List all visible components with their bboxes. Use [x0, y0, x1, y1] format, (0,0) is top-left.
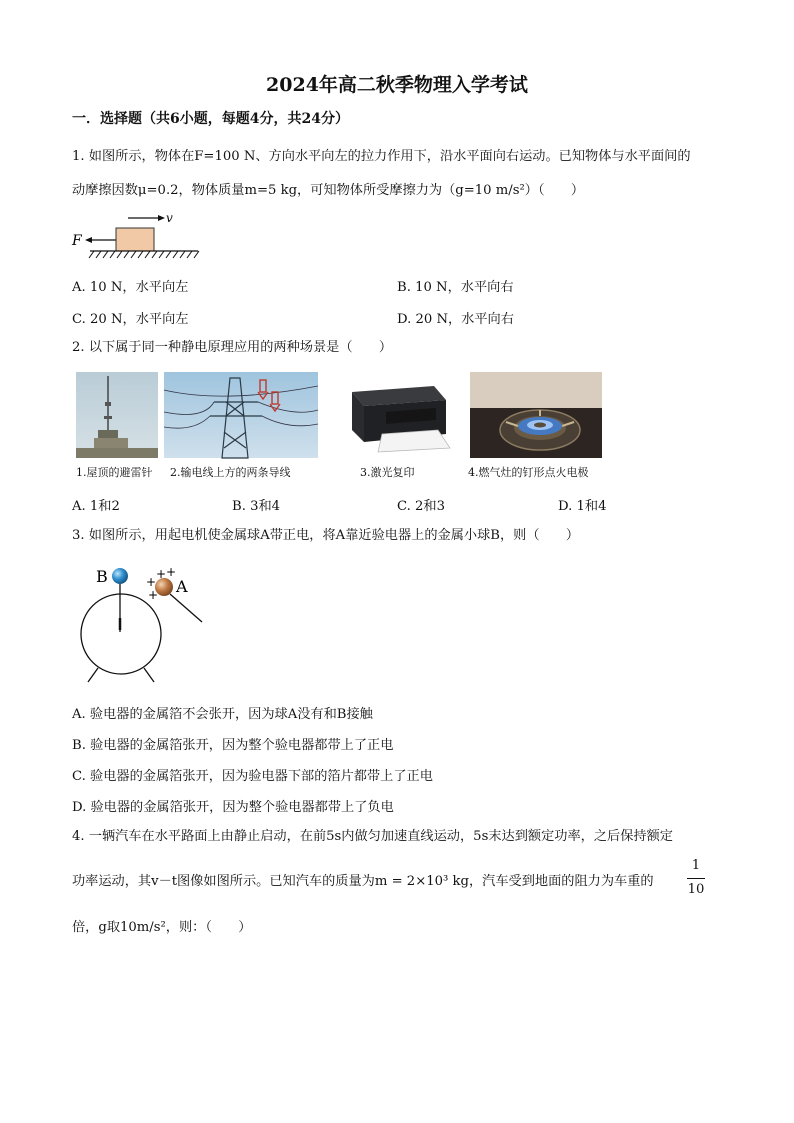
- q1-line1: 1. 如图所示，物体在F=100 N、方向水平向左的拉力作用下，沿水平面向右运动。已知物体与水平面间的: [72, 149, 691, 164]
- page-title: 2024年高二秋季物理入学考试: [266, 74, 528, 96]
- label-a: A: [176, 577, 188, 596]
- q1-option-d: D. 20 N，水平向右: [397, 312, 514, 327]
- ball-a-handle: [170, 594, 202, 622]
- q4-line3: 倍，g取10m/s²，则：（ ）: [72, 920, 252, 935]
- svg-text:+: +: [166, 565, 177, 579]
- caption-1: 1.屋顶的避雷针: [76, 466, 153, 479]
- q3-option-b: B. 验电器的金属箔张开，因为整个验电器都带上了正电: [72, 738, 394, 753]
- ball-b: [112, 568, 128, 584]
- q1-option-a: A. 10 N，水平向左: [72, 280, 189, 295]
- block: [116, 228, 154, 251]
- fraction-denominator: 10: [687, 882, 705, 897]
- q1-option-b: B. 10 N，水平向右: [397, 280, 514, 295]
- photo-power-lines: [164, 372, 318, 458]
- q2-option-a: A. 1和2: [72, 499, 120, 514]
- q4-line1: 4. 一辆汽车在水平路面上由静止启动，在前5s内做匀加速直线运动，5s末达到额定功率，之后保持额定: [72, 829, 673, 844]
- svg-text:+: +: [148, 588, 159, 602]
- q3-option-d: D. 验电器的金属箔张开，因为整个验电器都带上了负电: [72, 800, 394, 815]
- force-label: F: [72, 233, 82, 249]
- photo-gas-stove: [470, 372, 602, 458]
- fraction-numerator: 1: [691, 858, 701, 873]
- q2-stem: 2. 以下属于同一种静电原理应用的两种场景是（ ）: [72, 340, 393, 355]
- ground-hatching: [89, 251, 199, 258]
- q3-electroscope-figure: [78, 560, 218, 690]
- q4-line2: 功率运动，其v－t图像如图所示。已知汽车的质量为m = 2×10³ kg，汽车受到地面的阻力为车重的: [72, 874, 654, 889]
- q1-block-figure: [70, 208, 210, 260]
- electroscope-case: [81, 594, 161, 674]
- q2-option-b: B. 3和4: [232, 499, 281, 514]
- q3-stem: 3. 如图所示，用起电机使金属球A带正电，将A靠近验电器上的金属小球B，则（ ）: [72, 528, 580, 543]
- q1-line2: 动摩擦因数μ=0.2，物体质量m=5 kg，可知物体所受摩擦力为（g=10 m/s²）（ ）: [72, 183, 585, 198]
- caption-4: 4.燃气灶的钉形点火电极: [468, 466, 589, 479]
- q3-option-c: C. 验电器的金属箔张开，因为验电器下部的箔片都带上了正电: [72, 769, 433, 784]
- svg-text:+: +: [156, 567, 167, 581]
- photo-lightning-rod: [76, 372, 158, 458]
- force-arrow-head: [85, 237, 92, 243]
- q2-option-c: C. 2和3: [397, 499, 445, 514]
- q1-option-c: C. 20 N，水平向左: [72, 312, 189, 327]
- q3-option-a: A. 验电器的金属箔不会张开，因为球A没有和B接触: [72, 707, 373, 722]
- q2-option-d: D. 1和4: [558, 499, 607, 514]
- svg-text:+: +: [146, 575, 157, 589]
- velocity-arrow-head: [158, 215, 165, 221]
- section-heading: 一．选择题（共6小题，每题4分，共24分）: [72, 111, 349, 127]
- label-b: B: [96, 567, 108, 586]
- fraction-bar: [687, 878, 705, 879]
- velocity-label: v: [166, 211, 173, 225]
- caption-2: 2.输电线上方的两条导线: [170, 466, 291, 479]
- caption-3: 3.激光复印: [360, 466, 415, 479]
- photo-laser-printer: [338, 372, 454, 458]
